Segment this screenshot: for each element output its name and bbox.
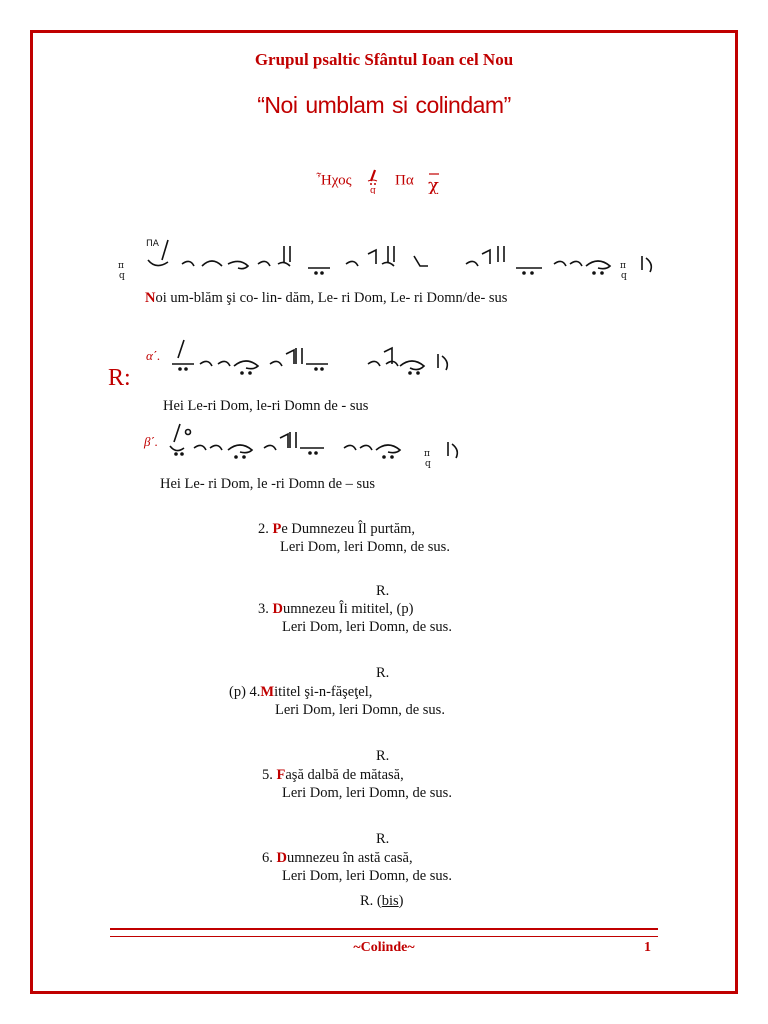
- footer-section: ~Colinde~: [353, 940, 415, 955]
- svg-text:q: q: [621, 271, 627, 280]
- lyric-line-1: [145, 290, 507, 307]
- song-title: “Noi umblam si colindam”: [257, 92, 511, 118]
- svg-text:q: q: [425, 459, 431, 468]
- page-number: 1: [644, 940, 651, 955]
- verse-refrain-line: Leri Dom, leri Domn, de sus.: [280, 539, 450, 555]
- drop-letter: M: [260, 684, 275, 700]
- group-name: Grupul psaltic Sfântul Ioan cel Nou: [254, 50, 514, 69]
- verse-line: ititel şi-n-făşeţel,: [274, 684, 373, 700]
- verse-number: 6.: [262, 850, 277, 866]
- drop-letter: F: [276, 767, 286, 783]
- lyric-text: oi um-blăm şi co- lin- dăm, Le- ri Dom, Le- ri Domn/de- sus: [155, 290, 508, 306]
- echos-note: Πα: [395, 172, 414, 189]
- verse-refrain-line: Leri Dom, leri Domn, de sus.: [282, 619, 452, 635]
- paren-close: ): [398, 893, 404, 909]
- verse-number: (p) 4.: [229, 684, 261, 700]
- verse-line: umnezeu Îi mititel, (p): [282, 601, 414, 617]
- verse-5: [262, 766, 452, 802]
- refrain-mark: R.: [376, 748, 390, 764]
- refrain-label: R:: [108, 365, 131, 391]
- svg-text:q: q: [370, 186, 377, 194]
- footer-divider: [110, 928, 658, 937]
- verse-refrain-line: Leri Dom, leri Domn, de sus.: [275, 702, 445, 718]
- verse-line: aşă dalbă de mătasă,: [285, 767, 404, 783]
- refrain-mark: R.: [376, 831, 390, 847]
- drop-letter: D: [276, 850, 287, 866]
- verse-2: [258, 520, 450, 556]
- verse-number: 5.: [262, 767, 277, 783]
- neume-line-beta: [168, 420, 468, 468]
- svg-text:π: π: [118, 261, 124, 271]
- verse-refrain-line: Leri Dom, leri Domn, de sus.: [282, 868, 452, 884]
- svg-text:ΠΑ: ΠΑ: [146, 239, 159, 249]
- drop-letter: D: [272, 601, 283, 617]
- neume-line-alpha: [172, 336, 472, 380]
- svg-text:χ: χ: [428, 175, 440, 194]
- verse-3: [258, 600, 452, 636]
- verse-line: umnezeu în astă casă,: [286, 850, 413, 866]
- refrain-mark: R. (: [360, 893, 382, 909]
- drop-letter: P: [272, 521, 282, 537]
- verse-4: [229, 683, 445, 719]
- verse-number: 2.: [258, 521, 273, 537]
- bis-mark: bis: [381, 893, 399, 909]
- lyric-alpha: Hei Le-ri Dom, le-ri Domn de - sus: [163, 398, 369, 414]
- drop-letter: N: [145, 290, 156, 306]
- svg-text:π: π: [424, 449, 430, 459]
- svg-text:π: π: [620, 261, 626, 271]
- verse-line: e Dumnezeu Îl purtăm,: [281, 521, 416, 537]
- lyric-beta: Hei Le- ri Dom, le -ri Domn de – sus: [160, 476, 376, 492]
- final-refrain: [360, 892, 404, 910]
- refrain-mark: R.: [376, 665, 390, 681]
- echos-label: Ἦχος: [316, 172, 352, 189]
- martyria-icon: [365, 168, 381, 194]
- beta-marker: β΄.: [144, 434, 159, 449]
- refrain-mark: R.: [376, 583, 390, 599]
- verse-number: 3.: [258, 601, 273, 617]
- echos-line: [0, 168, 768, 194]
- neume-line-1: [118, 234, 663, 280]
- svg-text:q: q: [119, 271, 125, 280]
- alpha-marker: α΄.: [146, 348, 161, 363]
- verse-refrain-line: Leri Dom, leri Domn, de sus.: [282, 785, 452, 801]
- chi-icon: [427, 168, 441, 194]
- verse-6: [262, 849, 452, 885]
